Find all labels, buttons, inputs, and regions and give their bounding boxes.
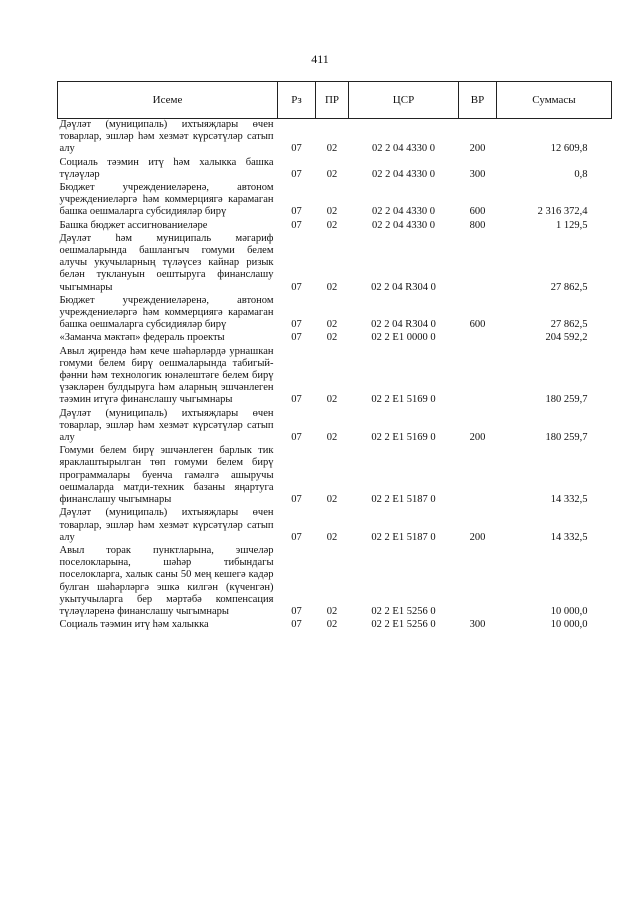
row-csr-cell: 02 2 E1 5256 0 [371, 605, 436, 617]
page-number: 411 [311, 52, 329, 66]
row-name-cell: Дәүләт һәм муниципаль мәгариф оешмаларында башлангыч гомуми белем алучы укучыларның түләүсез кайнар ризык белән туклануын оештыруга финанслашу чыгымнары [59, 232, 274, 293]
row-sum-cell: 204 592,2 [545, 332, 588, 344]
row-rz-cell: 07 [291, 619, 302, 631]
row-csr-cell: 02 2 E1 5169 0 [371, 432, 436, 444]
row-name-cell: Дәүләт (муниципаль) ихтыяҗлары өчен товарлар, эшләр һәм хезмәт күрсәтүләр сатып алу [59, 507, 274, 543]
row-name-cell: Социаль тәэмин итү һәм халыкка башка түләүләр [59, 156, 274, 180]
row-rz-cell: 07 [291, 319, 302, 331]
table-row [58, 346, 612, 408]
row-name-cell: Гомуми белем бирү эшчәнлеген барлык тик яраклаштырылган төп гомуми белем бирү программалары буенча гамәлгә ашыручы оешмаларда матди-техник базаны яңартуга финанслашу чыгымнары [59, 445, 274, 506]
row-pr-cell: 02 [326, 319, 338, 331]
row-rz-cell: 07 [291, 206, 302, 218]
table-row [58, 408, 612, 446]
row-sum-cell: 14 332,5 [550, 494, 588, 506]
row-pr-cell: 02 [326, 206, 338, 218]
table-row [58, 119, 612, 157]
row-vr-cell [459, 545, 497, 619]
row-rz-cell: 07 [291, 494, 302, 506]
table-row [58, 332, 612, 345]
row-sum-cell: 14 332,5 [550, 531, 588, 543]
row-csr-cell: 02 2 04 4330 0 [372, 168, 435, 180]
row-name-cell: Бюджет учреждениеләренә, автоном учреждениеләргә һәм коммерциягә карамаган башка оешмаларга субсидияләр бирү [59, 294, 274, 331]
table-row [58, 220, 612, 233]
row-csr-cell: 02 2 04 4330 0 [372, 219, 435, 231]
row-csr-cell: 02 2 E1 0000 0 [371, 332, 436, 344]
row-vr-cell [459, 233, 497, 295]
row-sum-cell: 2 316 372,4 [537, 206, 588, 218]
row-sum-cell: 1 129,5 [556, 219, 588, 231]
row-vr-cell: 300 [469, 619, 486, 631]
table-row [58, 445, 612, 507]
row-name-cell: Дәүләт (муниципаль) ихтыяҗлары өчен товарлар, эшләр һәм хезмәт күрсәтүләр сатып алу [59, 407, 274, 444]
row-csr-cell: 02 2 04 R304 0 [371, 281, 436, 293]
row-rz-cell: 07 [291, 605, 302, 617]
row-pr-cell: 02 [326, 619, 338, 631]
table-row [58, 507, 612, 545]
row-sum-cell: 0,8 [574, 168, 588, 180]
row-pr-cell: 02 [326, 219, 338, 231]
row-name-cell: Дәүләт (муниципаль) ихтыяҗлары өчен товарлар, эшләр һәм хезмәт күрсәтүләр сатып алу [59, 119, 274, 155]
row-csr-cell: 02 2 E1 5256 0 [371, 619, 436, 631]
row-name-cell: Башка бюджет ассигнованиеләре [59, 219, 208, 231]
row-vr-cell: 200 [469, 432, 486, 444]
row-rz-cell: 07 [291, 219, 302, 231]
row-csr-cell: 02 2 E1 5169 0 [371, 394, 436, 406]
row-pr-cell: 02 [326, 281, 338, 293]
row-name-cell: «Заманча мәктәп» федераль проекты [59, 332, 225, 344]
row-rz-cell: 07 [291, 531, 302, 543]
header-sum: Суммасы [497, 82, 612, 119]
row-pr-cell: 02 [326, 494, 338, 506]
row-pr-cell: 02 [326, 332, 338, 344]
row-csr-cell: 02 2 E1 5187 0 [371, 531, 436, 543]
row-vr-cell: 200 [469, 531, 486, 543]
row-vr-cell [459, 332, 497, 345]
row-sum-cell: 27 862,5 [550, 319, 588, 331]
row-rz-cell: 07 [291, 281, 302, 293]
row-sum-cell: 10 000,0 [550, 605, 588, 617]
budget-table [57, 81, 612, 632]
row-sum-cell: 10 000,0 [550, 619, 588, 631]
row-rz-cell: 07 [291, 168, 302, 180]
row-pr-cell: 02 [326, 394, 338, 406]
table-row [58, 295, 612, 333]
header-vr: ВР [459, 82, 497, 119]
row-vr-cell: 600 [469, 319, 486, 331]
table-row [58, 233, 612, 295]
row-pr-cell: 02 [326, 432, 338, 444]
header-rz: Рз [278, 82, 316, 119]
table-header-row [58, 82, 612, 119]
row-vr-cell: 200 [469, 143, 486, 155]
row-rz-cell: 07 [291, 143, 302, 155]
row-pr-cell: 02 [326, 143, 338, 155]
row-sum-cell: 180 259,7 [545, 394, 588, 406]
row-vr-cell [459, 346, 497, 408]
header-pr: ПР [316, 82, 349, 119]
row-sum-cell: 180 259,7 [545, 432, 588, 444]
row-name-cell: Социаль тәэмин итү һәм халыкка [59, 619, 209, 631]
row-rz-cell: 07 [291, 394, 302, 406]
row-csr-cell: 02 2 04 4330 0 [372, 206, 435, 218]
row-pr-cell: 02 [326, 168, 338, 180]
row-pr-cell: 02 [326, 605, 338, 617]
table-row [58, 157, 612, 182]
row-name-cell: Авыл торак пунктларына, эшчеләр поселокларына, шәһәр тибындагы поселокларга, халык саны 50 мең кешегә кадәр булган шәһәрләргә эшкә килгән (күченгән) укытучыларга бер мәртәбә компенсация түләүләренә финанслашу чыгымнары [59, 544, 274, 617]
row-sum-cell: 12 609,8 [550, 143, 588, 155]
row-vr-cell [459, 445, 497, 507]
row-sum-cell: 27 862,5 [550, 281, 588, 293]
row-csr-cell: 02 2 E1 5187 0 [371, 494, 436, 506]
row-rz-cell: 07 [291, 332, 302, 344]
table-row [58, 545, 612, 619]
header-csr: ЦСР [349, 82, 459, 119]
row-vr-cell: 800 [469, 219, 486, 231]
row-rz-cell: 07 [291, 432, 302, 444]
header-name: Исеме [58, 82, 278, 119]
row-csr-cell: 02 2 04 4330 0 [372, 143, 435, 155]
row-csr-cell: 02 2 04 R304 0 [371, 319, 436, 331]
row-vr-cell: 600 [469, 206, 486, 218]
row-name-cell: Бюджет учреждениеләренә, автоном учреждениеләргә һәм коммерциягә карамаган башка оешмаларга субсидияләр бирү [59, 182, 274, 218]
table-row [58, 182, 612, 220]
table-row [58, 619, 612, 632]
row-name-cell: Авыл җирендә һәм кече шәһәрләрдә урнашкан гомуми белем бирү оешмаларында табигый-фәнни һәм технологик юнәлештәге белем бирү үзәкләрен булдыруга һәм аларның эшчәнлеген тәэмин итүгә финанслашу чыгымнары [59, 345, 274, 406]
row-pr-cell: 02 [326, 531, 338, 543]
row-vr-cell: 300 [469, 168, 486, 180]
